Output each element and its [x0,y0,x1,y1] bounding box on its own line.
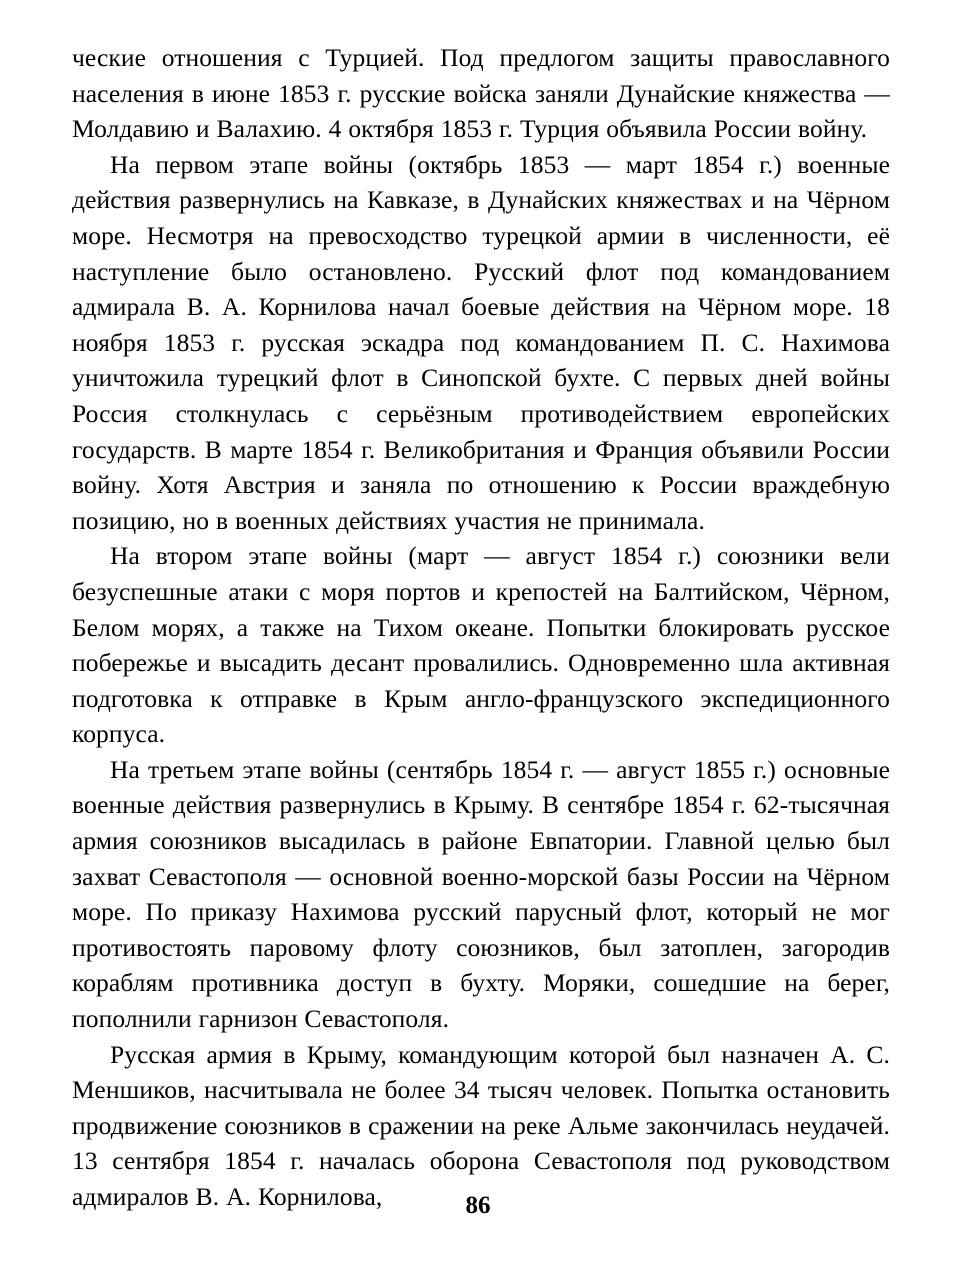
paragraph-russian-army: Русская армия в Крыму, командующим которой был назначен А. С. Меншиков, насчитывала не более 34 тысяч человек. Попытка остановить продвижение союзников в сражении на реке Альме закончилась неудачей. 13 сентября 1854 г. началась оборона Севастополя под руководством адмиралов В. А. Корнилова, [72,1039,890,1211]
paragraph-third-stage: На третьем этапе войны (сентябрь 1854 г. — август 1855 г.) основные военные действия развернулись в Крыму. В сентябре 1854 г. 62-тысячная армия союзников высадилась в районе Евпатории. Главной целью был захват Севастополя — основной военно-морской базы России на Чёрном море. По приказу Нахимова русский парусный флот, который не мог противостоять паровому флоту союзников, был затоплен, загородив кораблям противника доступ в бухту. Моряки, сошедшие на берег, пополнили гарнизон Севастополя. [72,754,890,1034]
paragraph-continuation: ческие отношения с Турцией. Под предлогом защиты православного населения в июне 1853 г. русские войска заняли Дунайские княжества — Молдавию и Валахию. 4 октября 1853 г. Турция объявила России войну. [72,43,890,144]
paragraph-first-stage: На первом этапе войны (октябрь 1853 — март 1854 г.) военные действия развернулись на Кавказе, в Дунайских княжествах и на Чёрном море. Несмотря на превосходство турецкой армии в численности, её наступление было остановлено. Русский флот под командованием адмирала В. А. Корнилова начал боевые действия на Чёрном море. 18 ноября 1853 г. русская эскадра под командованием П. С. Нахимова уничтожила турецкий флот в Синопской бухте. С первых дней войны Россия столкнулась с серьёзным противодействием европейских государств. В марте 1854 г. Великобритания и Франция объявили России войну. Хотя Австрия и заняла по отношению к России враждебную позицию, но в военных действиях участия не принимала. [72,149,890,535]
paragraph-second-stage: На втором этапе войны (март — август 1854 г.) союзники вели безуспешные атаки с моря портов и крепостей на Балтийском, Чёрном, Белом морях, а также на Тихом океане. Попытки блокировать русское побережье и высадить десант провалились. Одновременно шла активная подготовка к отправке в Крым англо-французского экспедиционного корпуса. [72,541,890,749]
page-number: 86 [465,1192,491,1219]
body-text-column [72,40,890,1215]
